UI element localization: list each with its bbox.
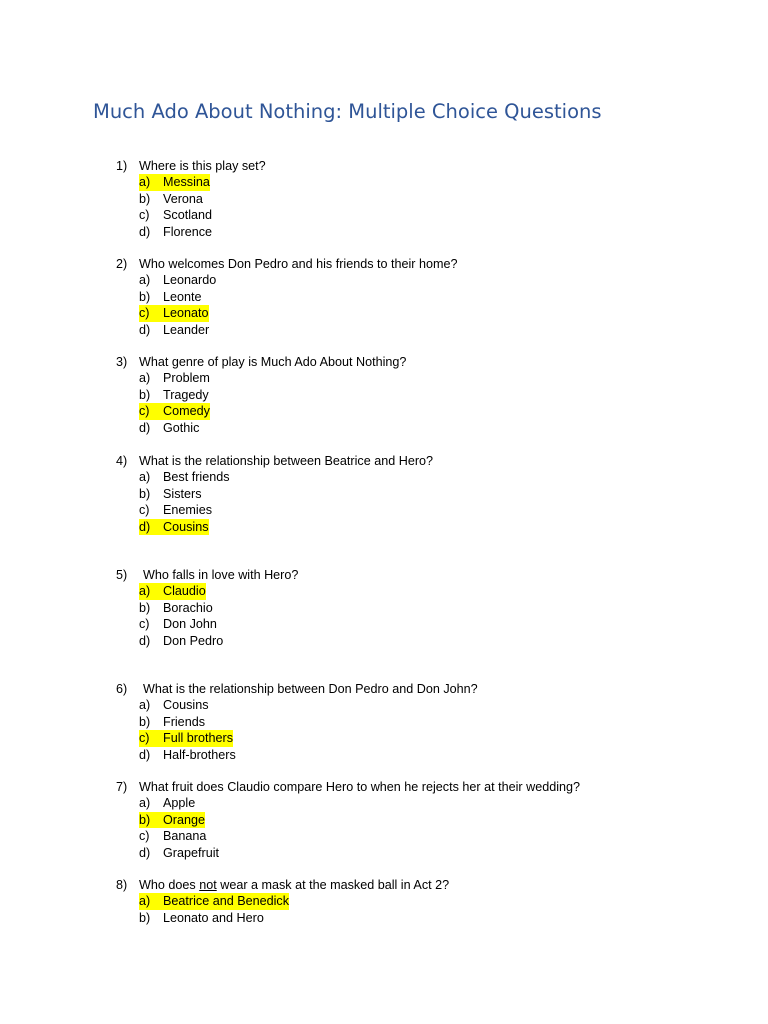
option-letter: b)	[139, 387, 151, 402]
answer-option-content	[139, 714, 205, 730]
correct-answer-highlight	[139, 730, 233, 746]
option-text: Problem	[163, 371, 210, 386]
correct-answer-highlight	[139, 812, 205, 828]
option-letter: a)	[139, 371, 151, 386]
answer-option-content	[139, 845, 219, 861]
option-letter: d)	[139, 633, 151, 648]
answer-option-content	[139, 207, 212, 223]
option-text: Messina	[163, 175, 210, 190]
option-text: Scotland	[163, 208, 213, 223]
question-5	[116, 567, 298, 649]
answer-option	[116, 272, 458, 288]
option-text: Leonardo	[163, 273, 217, 288]
option-letter: b)	[139, 714, 151, 729]
option-letter: a)	[139, 175, 151, 190]
answer-option	[116, 174, 266, 190]
answer-option-content	[139, 828, 206, 844]
answer-option-content	[139, 502, 212, 518]
option-letter: d)	[139, 224, 151, 239]
answer-option-content	[139, 747, 236, 763]
option-text: Leonato	[163, 306, 209, 321]
answer-option	[116, 747, 478, 763]
question-stem	[116, 877, 449, 893]
option-letter: b)	[139, 486, 151, 501]
answer-option	[116, 812, 580, 828]
option-text: Banana	[163, 829, 207, 844]
answer-option	[116, 583, 298, 599]
option-text: Cousins	[163, 519, 209, 534]
option-letter: c)	[139, 208, 150, 223]
option-letter: a)	[139, 470, 151, 485]
question-stem	[116, 158, 266, 174]
option-text: Best friends	[163, 470, 230, 485]
correct-answer-highlight	[139, 174, 210, 190]
answer-option	[116, 486, 433, 502]
question-1	[116, 158, 266, 240]
answer-option	[116, 697, 478, 713]
answer-option	[116, 828, 580, 844]
option-text: Leander	[163, 322, 210, 337]
answer-option-content	[139, 616, 217, 632]
correct-answer-highlight	[139, 305, 209, 321]
option-text: Full brothers	[163, 731, 233, 746]
answer-option-content	[139, 370, 210, 386]
correct-answer-highlight	[139, 893, 289, 909]
answer-option	[116, 420, 406, 436]
question-4	[116, 453, 433, 535]
option-text: Claudio	[163, 584, 206, 599]
option-letter: b)	[139, 191, 151, 206]
answer-option-content	[139, 486, 202, 502]
option-letter: c)	[139, 404, 150, 419]
option-text: Don John	[163, 617, 217, 632]
answer-option	[116, 403, 406, 419]
answer-option-content	[139, 600, 213, 616]
question-number: 7)	[116, 780, 128, 794]
answer-option	[116, 224, 266, 240]
option-text: Florence	[163, 224, 212, 239]
answer-option	[116, 633, 298, 649]
answer-option	[116, 845, 580, 861]
question-stem	[116, 779, 580, 795]
option-text: Verona	[163, 191, 203, 206]
answer-option	[116, 795, 580, 811]
question-text: What is the relationship between Beatrice and Hero?	[139, 454, 434, 468]
option-text: Cousins	[163, 698, 209, 713]
correct-answer-highlight	[139, 519, 209, 535]
question-text: Where is this play set?	[139, 159, 266, 173]
option-text: Borachio	[163, 600, 213, 615]
answer-option	[116, 207, 266, 223]
correct-answer-highlight	[139, 403, 210, 419]
answer-option	[116, 370, 406, 386]
answer-option-content	[139, 469, 230, 485]
answer-option	[116, 502, 433, 518]
answer-option	[116, 519, 433, 535]
option-text: Leonato and Hero	[163, 910, 264, 925]
answer-option-content	[139, 795, 195, 811]
answer-option	[116, 191, 266, 207]
option-text: Orange	[163, 812, 206, 827]
option-text: Tragedy	[163, 387, 209, 402]
option-text: Leonte	[163, 289, 202, 304]
answer-option	[116, 289, 458, 305]
question-text: What genre of play is Much Ado About Nothing?	[139, 355, 407, 369]
option-text: Half-brothers	[163, 747, 236, 762]
option-text: Enemies	[163, 503, 212, 518]
question-8	[116, 877, 449, 926]
answer-option	[116, 600, 298, 616]
question-stem	[116, 256, 458, 272]
question-text: What is the relationship between Don Pedro and Don John?	[143, 682, 478, 696]
answer-option-content	[139, 420, 199, 436]
option-letter: a)	[139, 698, 151, 713]
question-number: 2)	[116, 257, 128, 271]
option-letter: d)	[139, 845, 151, 860]
option-text: Grapefruit	[163, 845, 219, 860]
option-text: Comedy	[163, 404, 210, 419]
answer-option-content	[139, 289, 202, 305]
option-letter: d)	[139, 519, 151, 534]
option-text: Sisters	[163, 486, 202, 501]
question-2	[116, 256, 458, 338]
answer-option-content	[139, 191, 203, 207]
question-text: Who does not wear a mask at the masked ball in Act 2?	[139, 878, 450, 892]
option-letter: b)	[139, 812, 151, 827]
answer-option-content	[139, 910, 264, 926]
answer-option-content	[139, 224, 212, 240]
question-stem	[116, 354, 406, 370]
question-text: Who welcomes Don Pedro and his friends to their home?	[139, 257, 458, 271]
option-letter: d)	[139, 420, 151, 435]
option-text: Don Pedro	[163, 633, 224, 648]
option-text: Gothic	[163, 420, 200, 435]
option-letter: b)	[139, 289, 151, 304]
answer-option	[116, 322, 458, 338]
option-letter: a)	[139, 584, 151, 599]
option-letter: d)	[139, 322, 151, 337]
question-number: 6)	[116, 682, 128, 696]
underlined-word: not	[199, 878, 217, 892]
page-title: Much Ado About Nothing: Multiple Choice Questions	[93, 100, 602, 123]
option-text: Beatrice and Benedick	[163, 894, 290, 909]
option-letter: d)	[139, 747, 151, 762]
question-number: 1)	[116, 159, 128, 173]
question-text: What fruit does Claudio compare Hero to when he rejects her at their wedding?	[139, 780, 581, 794]
answer-option-content	[139, 322, 209, 338]
question-stem	[116, 681, 478, 697]
option-letter: b)	[139, 910, 151, 925]
option-letter: a)	[139, 273, 151, 288]
question-number: 5)	[116, 568, 128, 582]
answer-option	[116, 469, 433, 485]
option-letter: c)	[139, 503, 150, 518]
option-letter: a)	[139, 796, 151, 811]
option-letter: c)	[139, 306, 150, 321]
question-6	[116, 681, 478, 763]
option-letter: c)	[139, 731, 150, 746]
option-text: Apple	[163, 796, 196, 811]
answer-option-content	[139, 272, 216, 288]
question-number: 3)	[116, 355, 128, 369]
question-number: 8)	[116, 878, 128, 892]
answer-option-content	[139, 697, 209, 713]
option-text: Friends	[163, 714, 205, 729]
answer-option	[116, 910, 449, 926]
question-text: Who falls in love with Hero?	[143, 568, 299, 582]
question-number: 4)	[116, 454, 128, 468]
question-3	[116, 354, 406, 436]
option-letter: c)	[139, 617, 150, 632]
answer-option-content	[139, 633, 223, 649]
question-stem	[116, 453, 433, 469]
answer-option	[116, 714, 478, 730]
option-letter: c)	[139, 829, 150, 844]
question-stem	[116, 567, 298, 583]
option-letter: b)	[139, 600, 151, 615]
correct-answer-highlight	[139, 583, 206, 599]
answer-option	[116, 305, 458, 321]
answer-option	[116, 616, 298, 632]
answer-option	[116, 387, 406, 403]
question-7	[116, 779, 580, 861]
answer-option	[116, 730, 478, 746]
option-letter: a)	[139, 894, 151, 909]
answer-option-content	[139, 387, 209, 403]
answer-option	[116, 893, 449, 909]
